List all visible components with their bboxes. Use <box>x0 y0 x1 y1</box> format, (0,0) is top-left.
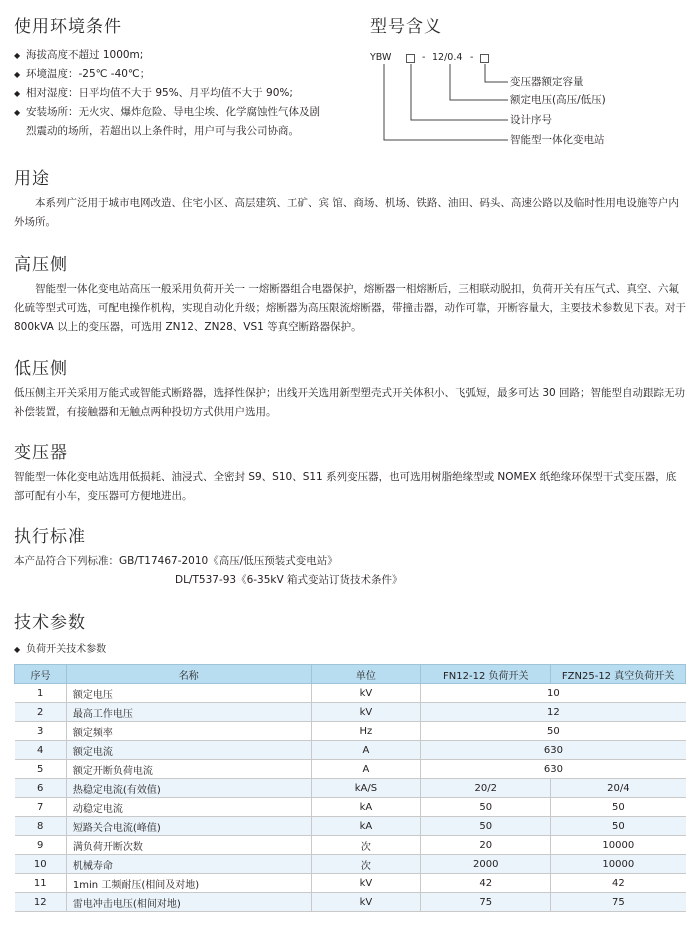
env-list <box>14 46 364 141</box>
header-fzn25: FZN25-12 真空负荷开关 <box>551 665 686 684</box>
tech-title: 技术参数 <box>14 613 86 633</box>
cell-value-fzn25: 10000 <box>551 836 686 855</box>
cell-value-fzn25: 75 <box>551 893 686 912</box>
lv-text: 低压侧主开关采用万能式或智能式断路器，选择性保护；出线开关选用新型塑壳式开关体积小、飞弧短，最多可达 30 回路；智能型自动跟踪无功补偿装置，有接触器和无触点两种投切方式供用户选用。 <box>14 387 686 418</box>
cell-value-fn12: 20/2 <box>421 779 551 798</box>
cell-unit: 次 <box>311 836 421 855</box>
cell-name: 热稳定电流(有效值) <box>66 779 311 798</box>
cell-name: 短路关合电流(峰值) <box>66 817 311 836</box>
cell-value-merged: 50 <box>421 722 686 741</box>
cell-no: 9 <box>15 836 67 855</box>
tech-table <box>14 664 686 912</box>
cell-name: 满负荷开断次数 <box>66 836 311 855</box>
cell-name: 雷电冲击电压(相间对地) <box>66 893 311 912</box>
cell-value-fzn25: 50 <box>551 817 686 836</box>
cell-name: 额定频率 <box>66 722 311 741</box>
model-dash: - <box>470 52 474 63</box>
cell-name: 额定开断负荷电流 <box>66 760 311 779</box>
model-diagram <box>370 52 690 162</box>
env-item: ◆ 海拔高度不超过 1000m; <box>14 46 364 65</box>
cell-unit: Hz <box>311 722 421 741</box>
cell-unit: kA/S <box>311 779 421 798</box>
table-row <box>15 855 686 874</box>
cell-value-fn12: 20 <box>421 836 551 855</box>
model-prefix: YBW <box>370 52 392 63</box>
model-title: 型号含义 <box>370 17 442 37</box>
cell-value-fn12: 50 <box>421 798 551 817</box>
cell-value-fzn25: 20/4 <box>551 779 686 798</box>
model-voltage: 12/0.4 <box>432 52 463 63</box>
cell-unit: kA <box>311 817 421 836</box>
cell-unit: A <box>311 760 421 779</box>
cell-value-merged: 630 <box>421 741 686 760</box>
header-fn12: FN12-12 负荷开关 <box>421 665 551 684</box>
usage-text: 本系列广泛用于城市电网改造、住宅小区、高层建筑、工矿、宾 馆、商场、机场、铁路、油田、码头、高速公路以及临时性用电设施等户内外场所。 <box>14 197 679 228</box>
cell-value-fzn25: 10000 <box>551 855 686 874</box>
cell-value-fn12: 42 <box>421 874 551 893</box>
standard-title: 执行标准 <box>14 527 86 547</box>
cell-unit: 次 <box>311 855 421 874</box>
cell-value-fn12: 50 <box>421 817 551 836</box>
transformer-title: 变压器 <box>14 443 68 463</box>
model-label: 设计序号 <box>510 114 552 126</box>
table-row <box>15 779 686 798</box>
tech-table-body <box>15 684 686 912</box>
cell-name: 额定电流 <box>66 741 311 760</box>
cell-value-fzn25: 42 <box>551 874 686 893</box>
cell-name: 机械寿命 <box>66 855 311 874</box>
cell-no: 3 <box>15 722 67 741</box>
cell-no: 1 <box>15 684 67 703</box>
cell-name: 1min 工频耐压(相间及对地) <box>66 874 311 893</box>
table-row <box>15 703 686 722</box>
cell-no: 11 <box>15 874 67 893</box>
header-name: 名称 <box>66 665 311 684</box>
cell-unit: kV <box>311 893 421 912</box>
env-item: ◆ 环境温度：-25℃ -40℃； <box>14 65 364 84</box>
cell-value-fn12: 75 <box>421 893 551 912</box>
cell-no: 10 <box>15 855 67 874</box>
usage-title: 用途 <box>14 169 50 189</box>
cell-value-merged: 10 <box>421 684 686 703</box>
env-title: 使用环境条件 <box>14 17 122 37</box>
table-row <box>15 817 686 836</box>
cell-unit: kA <box>311 798 421 817</box>
env-item-continuation: 烈震动的场所，若超出以上条件时，用户可与我公司协商。 <box>26 125 299 137</box>
hv-title: 高压侧 <box>14 255 68 275</box>
model-label: 额定电压(高压/低压) <box>510 94 606 106</box>
cell-value-merged: 630 <box>421 760 686 779</box>
header-no: 序号 <box>15 665 67 684</box>
cell-no: 8 <box>15 817 67 836</box>
table-row <box>15 836 686 855</box>
table-row <box>15 893 686 912</box>
cell-unit: kV <box>311 703 421 722</box>
cell-no: 6 <box>15 779 67 798</box>
model-label: 智能型一体化变电站 <box>510 134 605 146</box>
standard-line-2: DL/T537-93《6-35kV 箱式变站订货技术条件》 <box>175 574 403 586</box>
cell-unit: A <box>311 741 421 760</box>
table-row <box>15 760 686 779</box>
cell-name: 最高工作电压 <box>66 703 311 722</box>
env-item: ◆ 安装场所：无火灾、爆炸危险、导电尘埃、化学腐蚀性气体及剧 <box>14 103 364 122</box>
table-row <box>15 874 686 893</box>
header-unit: 单位 <box>311 665 421 684</box>
cell-no: 7 <box>15 798 67 817</box>
table-row <box>15 741 686 760</box>
transformer-text: 智能型一体化变电站选用低损耗、油浸式、全密封 S9、S10、S11 系列变压器，也可选用树脂绝缘型或 NOMEX 纸绝缘环保型干式变压器，底部可配有小车，变压器可方便地进出。 <box>14 471 677 502</box>
cell-unit: kV <box>311 874 421 893</box>
cell-value-merged: 12 <box>421 703 686 722</box>
table-row <box>15 684 686 703</box>
tech-subtitle: ◆ 负荷开关技术参数 <box>14 640 106 655</box>
env-item: ◆ 相对湿度：日平均值不大于 95%、月平均值不大于 90%; <box>14 84 364 103</box>
standard-line-1: 本产品符合下列标准：GB/T17467-2010《高压/低压预装式变电站》 <box>14 555 338 567</box>
cell-no: 2 <box>15 703 67 722</box>
table-row <box>15 798 686 817</box>
model-label: 变压器额定容量 <box>510 76 584 88</box>
cell-name: 额定电压 <box>66 684 311 703</box>
cell-unit: kV <box>311 684 421 703</box>
hv-text: 智能型一体化变电站高压一般采用负荷开关一 一熔断器组合电器保护，熔断器一相熔断后，三相联动脱扣，负荷开关有压气式、真空、六氟化硫等型式可选，可配电操作机构，实现自动化升级；熔断器为高压限流熔断器，带撞击器，动作可靠，开断容量大，主要技术参数见下表。对于 800kVA 以上的变压器，可选用 ZN12、ZN28、VS1 等真空断路器保护。 <box>14 283 686 333</box>
lv-title: 低压侧 <box>14 359 68 379</box>
model-dash: - <box>422 52 426 63</box>
cell-no: 4 <box>15 741 67 760</box>
table-header-row <box>15 665 686 684</box>
cell-value-fn12: 2000 <box>421 855 551 874</box>
cell-value-fzn25: 50 <box>551 798 686 817</box>
cell-no: 12 <box>15 893 67 912</box>
table-row <box>15 722 686 741</box>
cell-no: 5 <box>15 760 67 779</box>
cell-name: 动稳定电流 <box>66 798 311 817</box>
